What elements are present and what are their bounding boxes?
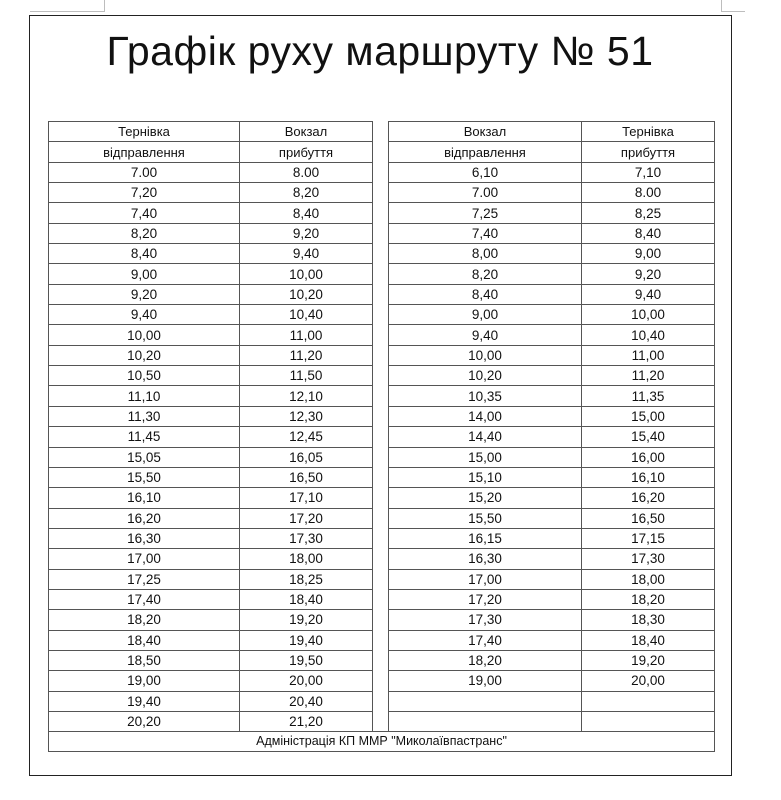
table-row [49, 671, 715, 691]
left-departure-time: 9,20 [49, 284, 240, 304]
left-departure-time: 19,40 [49, 691, 240, 711]
right-arrival-time: 16,20 [582, 488, 715, 508]
table-row [49, 447, 715, 467]
left-arrival-time: 8,40 [240, 203, 373, 223]
column-separator [373, 650, 389, 670]
right-departure-time: 15,50 [389, 508, 582, 528]
right-arrival-time: 20,00 [582, 671, 715, 691]
column-separator [373, 467, 389, 487]
right-departure-time: 15,10 [389, 467, 582, 487]
column-separator [373, 406, 389, 426]
column-separator [373, 264, 389, 284]
left-arrival-time: 17,30 [240, 528, 373, 548]
left-departure-time: 16,10 [49, 488, 240, 508]
header-left-departure-label: відправлення [49, 142, 240, 162]
table-row [49, 345, 715, 365]
left-arrival-time: 8,20 [240, 183, 373, 203]
header-row-stations [49, 122, 715, 142]
left-arrival-time: 16,50 [240, 467, 373, 487]
left-departure-time: 18,50 [49, 650, 240, 670]
table-row [49, 610, 715, 630]
right-departure-time: 10,35 [389, 386, 582, 406]
page-title: Графік руху маршруту № 51 [106, 28, 654, 74]
column-separator [373, 366, 389, 386]
right-arrival-time: 16,00 [582, 447, 715, 467]
right-arrival-time: 11,00 [582, 345, 715, 365]
column-separator [373, 528, 389, 548]
header-right-arrival-label: прибуття [582, 142, 715, 162]
header-left-arrival-station: Вокзал [240, 122, 373, 142]
column-separator [373, 691, 389, 711]
left-departure-time: 11,45 [49, 427, 240, 447]
right-arrival-time: 16,10 [582, 467, 715, 487]
left-departure-time: 9,40 [49, 305, 240, 325]
left-arrival-time: 12,45 [240, 427, 373, 447]
column-separator [373, 549, 389, 569]
right-departure-time: 15,20 [389, 488, 582, 508]
table-row [49, 244, 715, 264]
right-arrival-time: 11,20 [582, 366, 715, 386]
column-separator [373, 630, 389, 650]
left-arrival-time: 11,00 [240, 325, 373, 345]
right-departure-time: 14,40 [389, 427, 582, 447]
left-departure-time: 16,30 [49, 528, 240, 548]
right-arrival-time: 15,00 [582, 406, 715, 426]
left-arrival-time: 9,20 [240, 223, 373, 243]
column-separator [373, 447, 389, 467]
table-row [49, 569, 715, 589]
right-arrival-time: 8.00 [582, 183, 715, 203]
right-departure-time: 7,25 [389, 203, 582, 223]
left-departure-time: 8,20 [49, 223, 240, 243]
left-arrival-time: 18,40 [240, 589, 373, 609]
column-separator [373, 203, 389, 223]
left-arrival-time: 19,40 [240, 630, 373, 650]
ruler-line-left [30, 11, 104, 12]
left-departure-time: 7,40 [49, 203, 240, 223]
right-departure-time: 7,40 [389, 223, 582, 243]
table-row [49, 264, 715, 284]
left-arrival-time: 11,20 [240, 345, 373, 365]
left-arrival-time: 21,20 [240, 711, 373, 731]
right-arrival-time: 17,15 [582, 528, 715, 548]
left-arrival-time: 18,00 [240, 549, 373, 569]
column-separator [373, 223, 389, 243]
right-departure-time: 17,40 [389, 630, 582, 650]
left-departure-time: 9,00 [49, 264, 240, 284]
header-right-arrival-station: Тернівка [582, 122, 715, 142]
left-departure-time: 7,20 [49, 183, 240, 203]
right-departure-time: 17,20 [389, 589, 582, 609]
right-arrival-time: 18,30 [582, 610, 715, 630]
column-separator [373, 305, 389, 325]
left-arrival-time: 12,30 [240, 406, 373, 426]
table-row [49, 223, 715, 243]
column-separator [373, 284, 389, 304]
right-arrival-time: 10,40 [582, 325, 715, 345]
left-arrival-time: 12,10 [240, 386, 373, 406]
left-arrival-time: 8.00 [240, 162, 373, 182]
right-departure-time: 8,00 [389, 244, 582, 264]
table-row [49, 406, 715, 426]
right-departure-time: 19,00 [389, 671, 582, 691]
column-separator [373, 427, 389, 447]
right-departure-time: 16,15 [389, 528, 582, 548]
column-separator [373, 671, 389, 691]
column-separator [373, 711, 389, 731]
left-departure-time: 8,40 [49, 244, 240, 264]
right-departure-time: 10,00 [389, 345, 582, 365]
header-row-labels [49, 142, 715, 162]
table-row [49, 203, 715, 223]
left-departure-time: 10,20 [49, 345, 240, 365]
right-departure-time [389, 691, 582, 711]
table-row [49, 528, 715, 548]
left-arrival-time: 10,00 [240, 264, 373, 284]
left-arrival-time: 10,20 [240, 284, 373, 304]
ruler-line-right [721, 11, 745, 12]
right-arrival-time: 9,20 [582, 264, 715, 284]
right-arrival-time: 9,00 [582, 244, 715, 264]
left-departure-time: 7.00 [49, 162, 240, 182]
right-departure-time: 6,10 [389, 162, 582, 182]
right-departure-time: 18,20 [389, 650, 582, 670]
table-row [49, 711, 715, 731]
table-row [49, 366, 715, 386]
table-row [49, 630, 715, 650]
left-departure-time: 17,40 [49, 589, 240, 609]
table-row [49, 467, 715, 487]
column-separator [373, 122, 389, 142]
table-row [49, 650, 715, 670]
table-row [49, 305, 715, 325]
table-row [49, 488, 715, 508]
right-departure-time: 7.00 [389, 183, 582, 203]
left-arrival-time: 20,00 [240, 671, 373, 691]
left-departure-time: 17,25 [49, 569, 240, 589]
footer-text: Адміністрація КП ММР "Миколаївпастранс" [49, 732, 715, 752]
right-arrival-time: 8,40 [582, 223, 715, 243]
right-departure-time [389, 711, 582, 731]
column-separator [373, 162, 389, 182]
right-departure-time: 9,40 [389, 325, 582, 345]
left-arrival-time: 19,50 [240, 650, 373, 670]
table-row [49, 427, 715, 447]
table-row [49, 325, 715, 345]
left-arrival-time: 20,40 [240, 691, 373, 711]
right-departure-time: 15,00 [389, 447, 582, 467]
left-arrival-time: 19,20 [240, 610, 373, 630]
right-departure-time: 9,00 [389, 305, 582, 325]
left-departure-time: 11,30 [49, 406, 240, 426]
right-departure-time: 17,30 [389, 610, 582, 630]
right-departure-time: 8,40 [389, 284, 582, 304]
right-arrival-time: 18,20 [582, 589, 715, 609]
table-row [49, 691, 715, 711]
header-left-departure-station: Тернівка [49, 122, 240, 142]
right-arrival-time [582, 711, 715, 731]
left-arrival-time: 17,10 [240, 488, 373, 508]
right-arrival-time: 11,35 [582, 386, 715, 406]
right-arrival-time: 16,50 [582, 508, 715, 528]
page-ruler [0, 0, 781, 14]
table-row [49, 549, 715, 569]
left-departure-time: 10,50 [49, 366, 240, 386]
left-arrival-time: 10,40 [240, 305, 373, 325]
left-arrival-time: 9,40 [240, 244, 373, 264]
table-row [49, 162, 715, 182]
left-arrival-time: 18,25 [240, 569, 373, 589]
right-departure-time: 16,30 [389, 549, 582, 569]
left-departure-time: 10,00 [49, 325, 240, 345]
header-right-departure-station: Вокзал [389, 122, 582, 142]
header-left-arrival-label: прибуття [240, 142, 373, 162]
right-arrival-time: 10,00 [582, 305, 715, 325]
table-row [49, 284, 715, 304]
table-row [49, 386, 715, 406]
left-arrival-time: 11,50 [240, 366, 373, 386]
right-departure-time: 14,00 [389, 406, 582, 426]
right-arrival-time: 18,00 [582, 569, 715, 589]
right-arrival-time: 15,40 [582, 427, 715, 447]
right-departure-time: 8,20 [389, 264, 582, 284]
left-departure-time: 17,00 [49, 549, 240, 569]
left-departure-time: 20,20 [49, 711, 240, 731]
right-arrival-time: 19,20 [582, 650, 715, 670]
column-separator [373, 386, 389, 406]
right-arrival-time: 7,10 [582, 162, 715, 182]
footer-row [49, 732, 715, 752]
column-separator [373, 488, 389, 508]
left-arrival-time: 16,05 [240, 447, 373, 467]
column-separator [373, 508, 389, 528]
column-separator [373, 325, 389, 345]
right-arrival-time: 9,40 [582, 284, 715, 304]
table-row [49, 183, 715, 203]
left-departure-time: 15,05 [49, 447, 240, 467]
left-arrival-time: 17,20 [240, 508, 373, 528]
right-arrival-time [582, 691, 715, 711]
column-separator [373, 244, 389, 264]
right-arrival-time: 18,40 [582, 630, 715, 650]
right-departure-time: 10,20 [389, 366, 582, 386]
left-departure-time: 11,10 [49, 386, 240, 406]
left-departure-time: 18,20 [49, 610, 240, 630]
table-row [49, 589, 715, 609]
column-separator [373, 345, 389, 365]
left-departure-time: 15,50 [49, 467, 240, 487]
left-departure-time: 19,00 [49, 671, 240, 691]
schedule-table [48, 121, 715, 752]
column-separator [373, 183, 389, 203]
column-separator [373, 610, 389, 630]
ruler-tick-left [104, 0, 105, 12]
header-right-departure-label: відправлення [389, 142, 582, 162]
column-separator [373, 589, 389, 609]
right-arrival-time: 8,25 [582, 203, 715, 223]
right-departure-time: 17,00 [389, 569, 582, 589]
left-departure-time: 16,20 [49, 508, 240, 528]
table-row [49, 508, 715, 528]
column-separator [373, 142, 389, 162]
column-separator [373, 569, 389, 589]
right-arrival-time: 17,30 [582, 549, 715, 569]
left-departure-time: 18,40 [49, 630, 240, 650]
